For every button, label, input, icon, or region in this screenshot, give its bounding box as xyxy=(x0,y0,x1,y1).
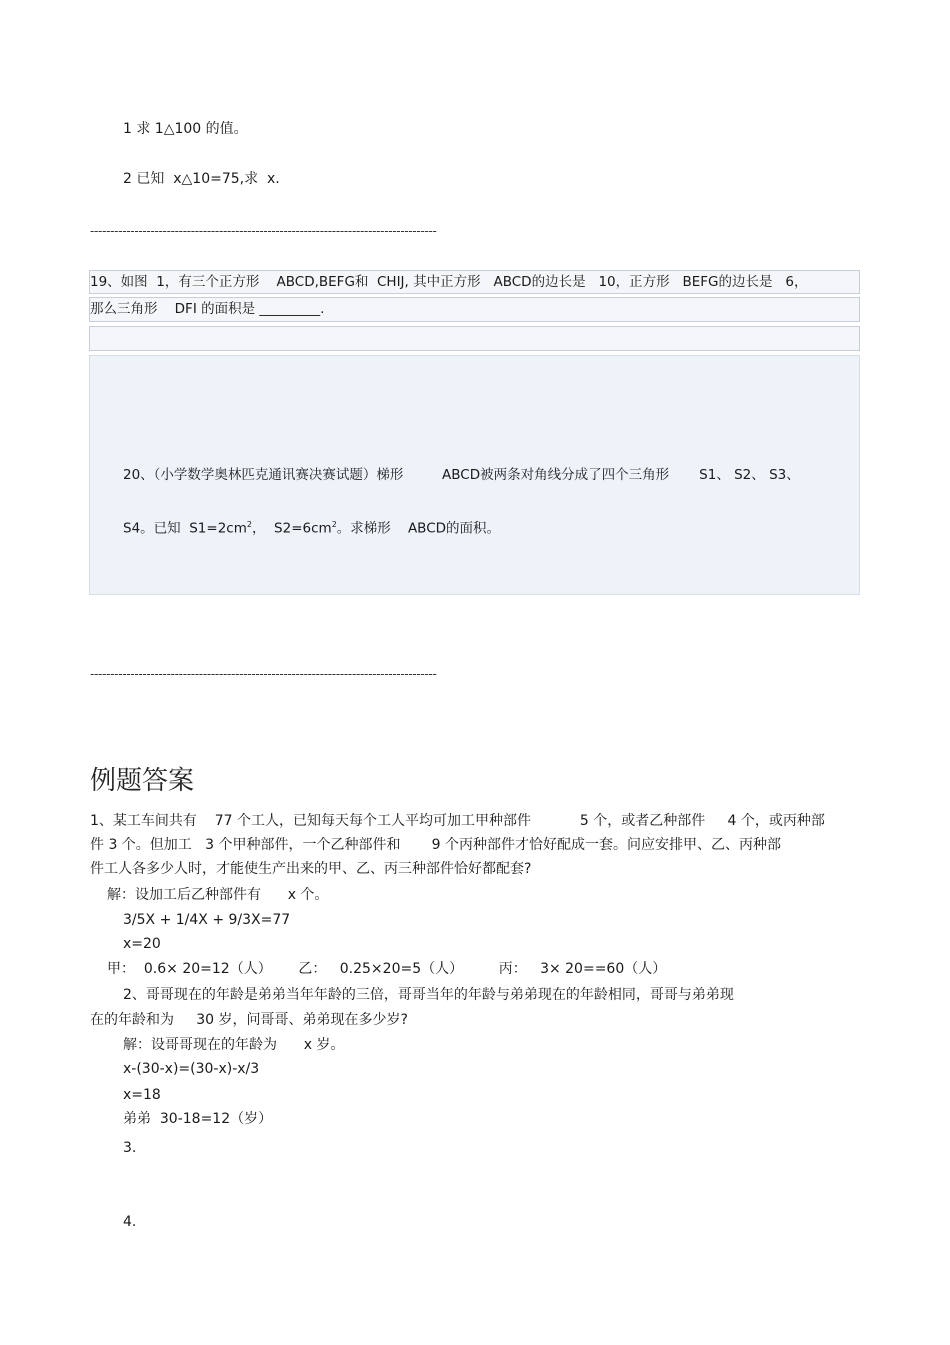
question-20-line-1: 20、（小学数学奥林匹克通讯赛决赛试题）梯形 ABCD被两条对角线分成了四个三角形 S1、 S2、 S3、 xyxy=(123,467,800,483)
q20-text-a: S4。已知 S1=2cm xyxy=(123,520,247,537)
answer-line: x=18 xyxy=(123,1087,161,1103)
question-19-row-3 xyxy=(89,326,860,351)
separator-line-2: -------------------------------------------------------------------------------------- xyxy=(90,667,437,681)
answer-line: 2、哥哥现在的年龄是弟弟当年年龄的三倍，哥哥当年的年龄与弟弟现在的年龄相同，哥哥与弟弟现 xyxy=(123,987,734,1003)
answer-line: x-(30-x)=(30-x)-x/3 xyxy=(123,1061,260,1077)
answer-line: 在的年龄和为 30 岁，问哥哥、弟弟现在多少岁? xyxy=(90,1012,408,1028)
question-2: 2 已知 x△10=75,求 x. xyxy=(123,171,280,187)
q20-text-b: ， S2=6cm xyxy=(251,520,332,537)
answer-line: 甲： 0.6× 20=12（人） 乙： 0.25×20=5（人） 丙： 3× 20==60（人） xyxy=(107,961,667,977)
answer-line: 3. xyxy=(123,1140,137,1156)
question-1: 1 求 1△100 的值。 xyxy=(123,121,248,137)
q20-text-c: 。求梯形 ABCD的面积。 xyxy=(336,520,501,537)
q20-sup-1: 2 xyxy=(246,520,252,529)
question-20-line-2 xyxy=(123,521,500,536)
separator-line: -------------------------------------------------------------------------------------- xyxy=(90,224,437,238)
answer-line: 3/5X + 1/4X + 9/3X=77 xyxy=(123,912,291,928)
section-heading: 例题答案 xyxy=(90,766,195,796)
q20-sup-2: 2 xyxy=(331,520,337,529)
answer-line: 1、某工车间共有 77 个工人，已知每天每个工人平均可加工甲种部件 5 个，或者乙种部件 4 个，或丙种部 xyxy=(90,813,825,829)
question-19-line-1: 19、如图 1，有三个正方形 ABCD,BEFG和 CHIJ, 其中正方形 ABCD的边长是 10，正方形 BEFG的边长是 6， xyxy=(90,274,808,290)
answer-line: 件 3 个。但加工 3 个甲种部件，一个乙种部件和 9 个丙种部件才恰好配成一套。问应安排甲、乙、丙种部 xyxy=(90,837,782,853)
answer-line: 4. xyxy=(123,1214,137,1230)
question-19-line-2: 那么三角形 DFI 的面积是 _________. xyxy=(90,301,325,317)
answer-line: 解：设加工后乙种部件有 x 个。 xyxy=(107,887,329,903)
answer-line: 件工人各多少人时，才能使生产出来的甲、乙、丙三种部件恰好都配套? xyxy=(90,861,532,877)
answer-line: x=20 xyxy=(123,936,161,952)
answer-line: 弟弟 30-18=12（岁） xyxy=(123,1111,273,1127)
answer-line: 解：设哥哥现在的年龄为 x 岁。 xyxy=(123,1037,345,1053)
